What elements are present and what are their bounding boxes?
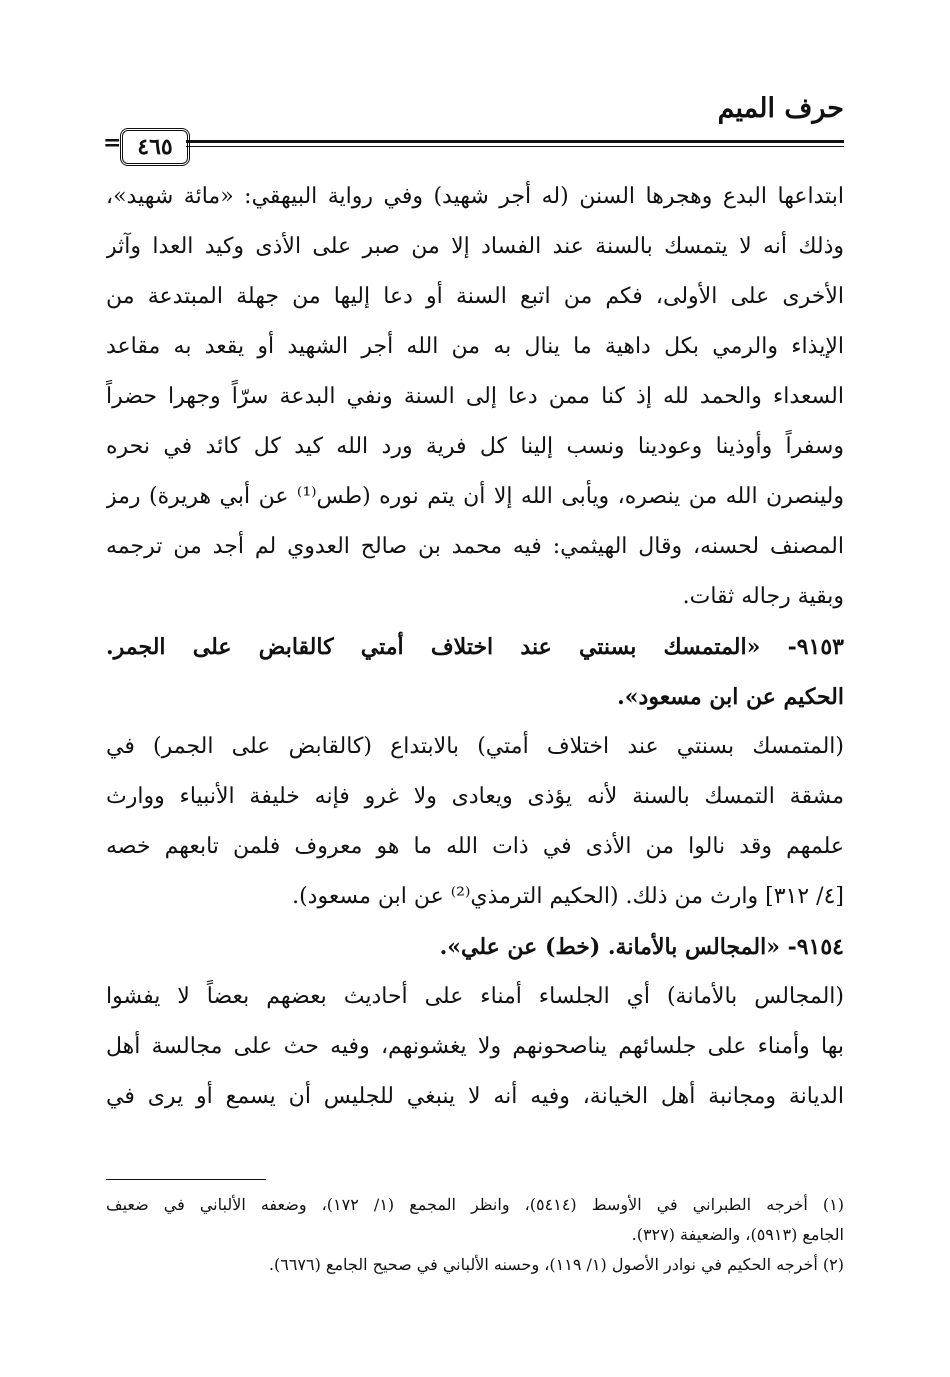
text-line: الإيذاء والرمي بكل داهية ما ينال به من الله أجر الشهيد أو يقعد به مقاعد xyxy=(106,334,844,359)
text-line: المصنف لحسنه، وقال الهيثمي: فيه محمد بن صالح العدوي لم أجد من ترجمه xyxy=(106,534,844,559)
hadith-9154-line: ٩١٥٤- «المجالس بالأمانة. (خط) عن علي». xyxy=(439,934,844,960)
footnotes xyxy=(106,1190,844,1280)
commentary-line: علمهم وقد نالوا من الأذى في ذات الله ما هو معروف فلمن تابعهم خصه xyxy=(106,834,844,859)
commentary-line: الديانة ومجانبة أهل الخيانة، وفيه أنه لا ينبغي للجليس أن يسمع أو يرى في xyxy=(106,1084,844,1109)
main-text xyxy=(106,172,844,1122)
page-number: ٤٦٥ xyxy=(137,134,173,160)
footnote-line: (١) أخرجه الطبراني في الأوسط (٥٤١٤)، وانظر المجمع (١/ ١٧٢)، وضعفه الألباني في ضعيف xyxy=(106,1195,844,1214)
hadith-9153-source: الحكيم عن ابن مسعود». xyxy=(617,684,844,710)
header-ornament: = xyxy=(103,130,122,156)
header-rule-thick xyxy=(186,140,844,143)
commentary-line: [٤/ ٣١٢] وارث من ذلك. (الحكيم الترمذي⁽²⁾ عن ابن مسعود). xyxy=(292,884,844,909)
text-line: ابتداعها البدع وهجرها السنن (له أجر شهيد) وفي رواية البيهقي: «مائة شهيد»، xyxy=(106,184,844,209)
text-line: وبقية رجاله ثقات. xyxy=(682,584,844,609)
footnote-separator xyxy=(106,1179,266,1180)
text-line: وسفراً وأوذينا وعودينا ونسب إلينا كل فرية ورد الله كيد كل كائد في نحره xyxy=(106,434,844,459)
header-rule-thin xyxy=(186,146,844,147)
chapter-title: حرف الميم xyxy=(717,93,844,124)
text-line: ولينصرن الله من ينصره، ويأبى الله إلا أن يتم نوره (طس⁽¹⁾ عن أبي هريرة) رمز xyxy=(106,484,844,509)
hadith-9153-line: ٩١٥٣- «المتمسك بسنتي عند اختلاف أمتي كالقابض على الجمر. xyxy=(106,634,844,660)
text-line: وذلك أنه لا يتمسك بالسنة عند الفساد إلا من صبر على الأذى وكيد العدا وآثر xyxy=(106,234,844,259)
text-line: الأخرى على الأولى، فكم من اتبع السنة أو دعا إليها من جهلة المبتدعة من xyxy=(106,284,844,309)
commentary-line: بها وأمناء على جلسائهم يناصحونهم ولا يغشونهم، وفيه حث على مجالسة أهل xyxy=(106,1034,844,1059)
footnote-line: (٢) أخرجه الحكيم في نوادر الأصول (١/ ١١٩)، وحسنه الألباني في صحيح الجامع (٦٦٧٦). xyxy=(268,1255,844,1274)
commentary-line: (المتمسك بسنتي عند اختلاف أمتي) بالابتداع (كالقابض على الجمر) في xyxy=(106,734,844,759)
text-line: السعداء والحمد لله إذ كنا ممن دعا إلى السنة ونفي البدعة سرّاً وجهرا حضراً xyxy=(106,384,844,409)
commentary-line: (المجالس بالأمانة) أي الجلساء أمناء على أحاديث بعضهم بعضاً لا يفشوا xyxy=(106,984,844,1009)
commentary-line: مشقة التمسك بالسنة لأنه يؤذى ويعادى ولا غرو فإنه خليفة الأنبياء ووارث xyxy=(106,784,844,809)
page-number-frame xyxy=(120,128,190,166)
footnote-line: الجامع (٥٩١٣)، والضعيفة (٣٢٧). xyxy=(631,1225,844,1244)
